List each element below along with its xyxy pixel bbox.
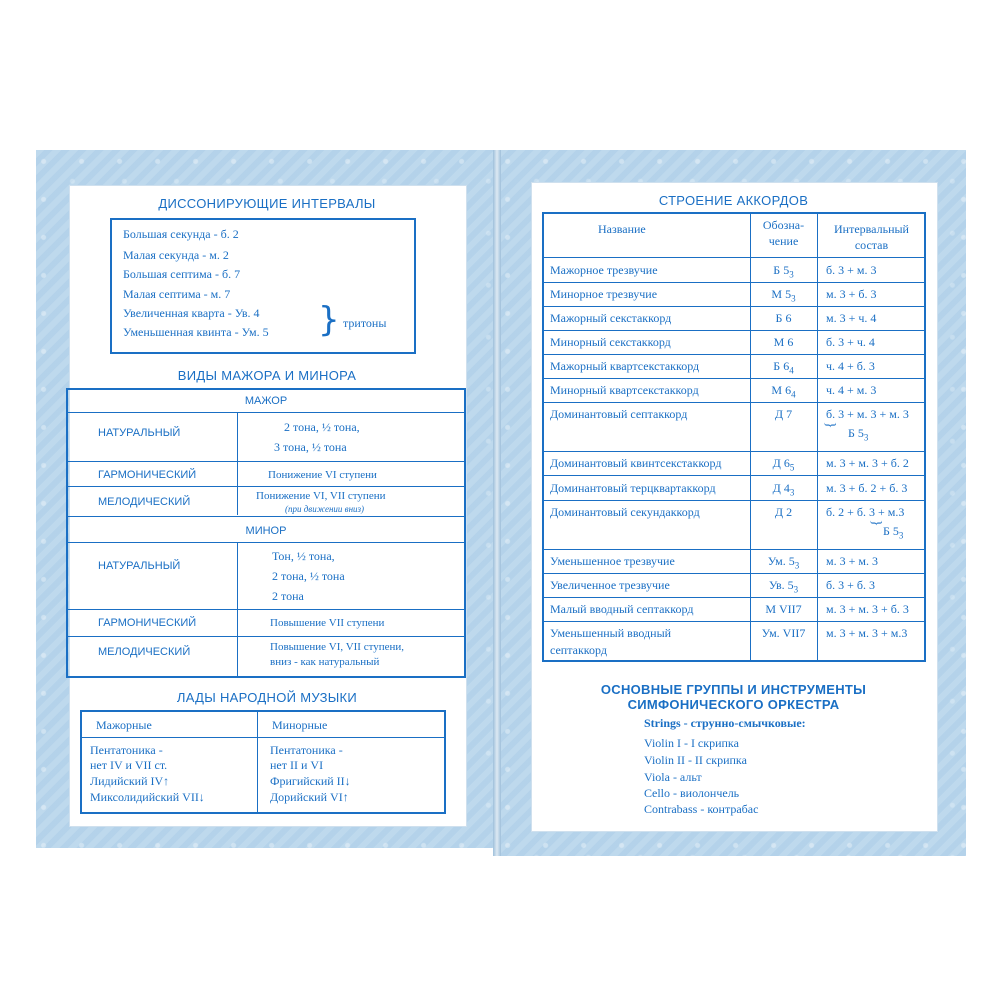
chord-name: Мажорное трезвучие [550,262,658,277]
chord-name: Увеличенное трезвучие [550,578,670,592]
chord-name: Минорный квартсекстаккорд [550,383,699,397]
chord-name: Доминантовый секундаккорд [550,505,700,519]
folk-col-minor: Минорные [272,718,328,732]
dissonant-title: ДИССОНИРУЮЩИЕ ИНТЕРВАЛЫ [158,196,376,211]
mode-name: НАТУРАЛЬНЫЙ [98,560,181,572]
folk-item: нет II и VI [270,758,324,772]
chord-name: Уменьшенный вводный [550,626,672,640]
chord-symbol: Б 6 [775,311,792,325]
chord-symbol: М VII7 [765,602,802,616]
minor-header: МИНОР [245,525,287,537]
chord-name: Малый вводный септаккорд [550,602,694,616]
mode-desc: 2 тона, ½ тона [272,569,345,583]
mode-desc: Понижение VI ступени [268,469,377,481]
divider [66,412,466,413]
mode-name: МЕЛОДИЧЕСКИЙ [98,496,191,508]
instrument-item: Viola - альт [644,770,702,784]
divider [80,737,446,738]
divider [542,257,926,258]
col-comp-header: состав [854,238,889,252]
chord-composition: м. 3 + м. 3 + м.3 [826,626,908,640]
chord-symbol: Б $6_4$ [773,359,794,376]
dissonant-row: Большая септима - б. 7 [123,267,241,281]
chords-table [542,212,926,662]
divider [542,354,926,355]
chord-name: Уменьшенное трезвучие [550,554,675,568]
chord-composition: м. 3 + м. 3 + б. 3 [826,602,909,616]
folk-item: Миксолидийский VII↓ [90,790,205,804]
divider [542,597,926,598]
mode-note: (при движении вниз) [285,504,365,514]
mode-name: МЕЛОДИЧЕСКИЙ [98,646,191,658]
dissonant-row: Малая секунда - м. 2 [123,248,229,262]
chord-composition: б. 3 + м. 3 + м. 3 [826,407,909,421]
folk-item: Пентатоника - [270,743,343,757]
mode-desc: 2 тона [272,589,304,603]
mode-desc: 2 тона, ½ тона, [284,420,360,434]
chord-note: Б $5_3$ [883,524,904,541]
chord-composition: м. 3 + б. 2 + б. 3 [826,480,908,495]
curly-brace-icon: } [318,300,340,340]
mode-desc: Понижение VI, VII ступени [256,490,386,502]
chord-symbol: Б $5_3$ [773,262,794,279]
divider [237,412,238,515]
folk-item: Пентатоника - [90,743,163,757]
chord-symbol: Д $6_5$ [772,456,795,473]
chord-composition: б. 3 + м. 3 [826,262,877,277]
divider [237,542,238,678]
dissonant-row: Малая септима - м. 7 [123,287,231,301]
divider [66,542,466,543]
divider [542,451,926,452]
divider [542,573,926,574]
divider [750,212,751,662]
chord-composition: ч. 4 + б. 3 [826,359,875,373]
folk-item: Фригийский II↓ [270,774,351,788]
tritones-label: тритоны [343,316,387,330]
chord-symbol: М $6_4$ [771,383,796,400]
mode-desc: 3 тона, ½ тона [274,440,347,454]
chord-composition: б. 3 + ч. 4 [826,335,875,349]
chord-symbol: М $5_3$ [771,287,796,304]
mode-desc: вниз - как натуральный [270,656,380,668]
chord-symbol: Ум. $5_3$ [767,554,800,571]
chord-name: Минорное трезвучие [550,287,658,301]
chord-composition: м. 3 + м. 3 [826,554,878,568]
divider [66,486,466,487]
instrument-item: Contrabass - контрабас [644,802,759,816]
instrument-item: Cello - виолончель [644,786,740,800]
orchestra-title: ОСНОВНЫЕ ГРУППЫ И ИНСТРУМЕНТЫ [600,682,867,697]
folk-item: нет IV и VII ст. [90,758,168,772]
divider [542,549,926,550]
folk-item: Лидийский IV↑ [90,774,170,788]
instrument-item: Violin I - I скрипка [644,736,739,750]
chord-composition: м. 3 + б. 3 [826,287,877,301]
chord-symbol: Ум. VII7 [761,626,806,640]
folk-title: ЛАДЫ НАРОДНОЙ МУЗЫКИ [176,690,358,705]
curly-brace-icon: } [868,519,884,527]
chord-note: Б $5_3$ [848,426,869,443]
col-sym-header: Обозна- [762,218,805,232]
chord-composition: ч. 4 + м. 3 [826,383,877,397]
divider [542,282,926,283]
folk-col-major: Мажорные [96,718,152,732]
chords-title: СТРОЕНИЕ АККОРДОВ [658,193,809,208]
chord-name: септаккорд [550,643,607,657]
mode-desc: Повышение VII ступени [270,617,385,629]
chord-composition: б. 3 + б. 3 [826,578,875,592]
mode-name: НАТУРАЛЬНЫЙ [98,427,181,439]
col-name-header: Название [598,222,646,236]
chord-symbol: Д 7 [774,407,793,421]
mode-name: ГАРМОНИЧЕСКИЙ [98,469,197,481]
chord-name: Доминантовый септаккорд [550,407,688,421]
curly-brace-icon: } [822,421,838,429]
chord-composition: б. 2 + б. 3 + м.3 [826,505,905,519]
dissonant-row: Увеличенная кварта - Ув. 4 [123,306,260,320]
chord-composition: м. 3 + ч. 4 [826,311,877,325]
divider [66,609,466,610]
mode-desc: Повышение VI, VII ступени, [270,641,405,653]
col-comp-header: Интервальный [834,222,909,236]
divider [542,621,926,622]
major-header: МАЖОР [244,395,288,407]
dissonant-row: Уменьшенная квинта - Ум. 5 [123,325,269,339]
divider [66,636,466,637]
chord-name: Доминантовый терцквартаккорд [550,480,716,495]
mode-desc: Тон, ½ тона, [272,549,335,563]
divider [257,710,258,814]
modes-title: ВИДЫ МАЖОРА И МИНОРА [177,368,357,383]
chord-name: Минорный секстаккорд [550,335,671,349]
divider [66,516,466,517]
dissonant-row: Большая секунда - б. 2 [123,227,239,241]
divider [542,500,926,501]
divider [66,461,466,462]
divider [542,330,926,331]
chord-symbol: Д 2 [774,505,793,519]
chord-symbol: Д $4_3$ [772,480,795,497]
chord-name: Доминантовый квинтсекстаккорд [550,456,722,470]
divider [542,402,926,403]
instrument-item: Violin II - II скрипка [644,753,747,767]
chord-composition: м. 3 + м. 3 + б. 2 [826,456,909,470]
chord-symbol: М 6 [773,335,794,349]
book-spine [493,150,501,856]
divider [542,306,926,307]
divider [542,378,926,379]
chord-name: Мажорный секстаккорд [550,311,672,325]
mode-name: ГАРМОНИЧЕСКИЙ [98,617,197,629]
chord-name: Мажорный квартсекстаккорд [550,359,700,373]
orchestra-subtitle: СИМФОНИЧЕСКОГО ОРКЕСТРА [627,697,840,712]
folk-item: Дорийский VI↑ [270,790,349,804]
chord-symbol: Ув. $5_3$ [768,578,799,595]
divider [817,212,818,662]
orchestra-group: Strings - струнно-смычковые: [644,716,806,730]
divider [542,475,926,476]
col-sym-header: чение [768,234,799,248]
